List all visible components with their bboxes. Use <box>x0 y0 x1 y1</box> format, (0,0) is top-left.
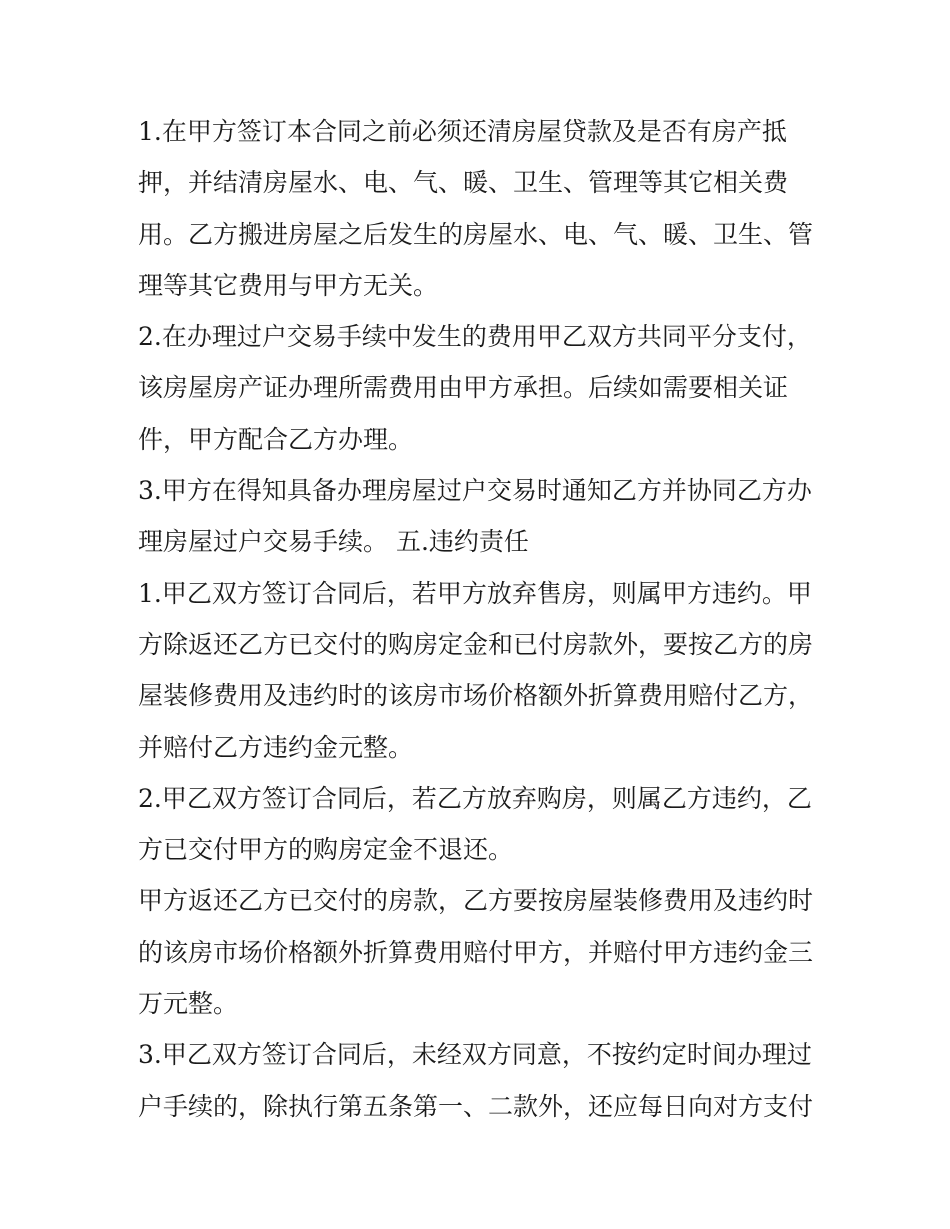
text-line: 2.甲乙双方签订合同后，若乙方放弃购房，则属乙方违约，乙 <box>138 783 812 813</box>
text-line: 理等其它费用与甲方无关。 <box>138 270 439 300</box>
text-line: 3.甲方在得知具备办理房屋过户交易时通知乙方并协同乙方办 <box>138 476 812 506</box>
text-line: 3.甲乙双方签订合同后，未经双方同意，不按约定时间办理过 <box>138 1040 812 1070</box>
text-line: 屋装修费用及违约时的该房市场价格额外折算费用赔付乙方， <box>138 681 814 711</box>
text-line: 件，甲方配合乙方办理。 <box>138 424 414 454</box>
text-line: 万元整。 <box>138 989 239 1019</box>
text-line: 户手续的，除执行第五条第一、二款外，还应每日向对方支付 <box>138 1091 814 1121</box>
text-line: 2.在办理过户交易手续中发生的费用甲乙双方共同平分支付， <box>138 322 812 352</box>
text-line: 该房屋房产证办理所需费用由甲方承担。后续如需要相关证 <box>138 373 789 403</box>
text-line: 方已交付甲方的购房定金不退还。 <box>138 835 514 865</box>
text-line: 1.在甲方签订本合同之前必须还清房屋贷款及是否有房产抵 <box>138 117 787 146</box>
text-line: 1.甲乙双方签订合同后，若甲方放弃售房，则属甲方违约。甲 <box>138 578 812 608</box>
text-line: 并赔付乙方违约金元整。 <box>138 732 414 762</box>
text-line: 的该房市场价格额外折算费用赔付甲方，并赔付甲方违约金三 <box>138 937 814 967</box>
text-line: 理房屋过户交易手续。 五.违约责任 <box>138 527 529 557</box>
text-line: 用。乙方搬进房屋之后发生的房屋水、电、气、暖、卫生、管 <box>138 219 814 249</box>
document-body <box>138 106 818 1132</box>
text-line: 方除返还乙方已交付的购房定金和已付房款外，要按乙方的房 <box>138 629 814 659</box>
text-line: 押，并结清房屋水、电、气、暖、卫生、管理等其它相关费 <box>138 168 789 198</box>
text-line: 甲方返还乙方已交付的房款，乙方要按房屋装修费用及违约时 <box>138 886 814 916</box>
